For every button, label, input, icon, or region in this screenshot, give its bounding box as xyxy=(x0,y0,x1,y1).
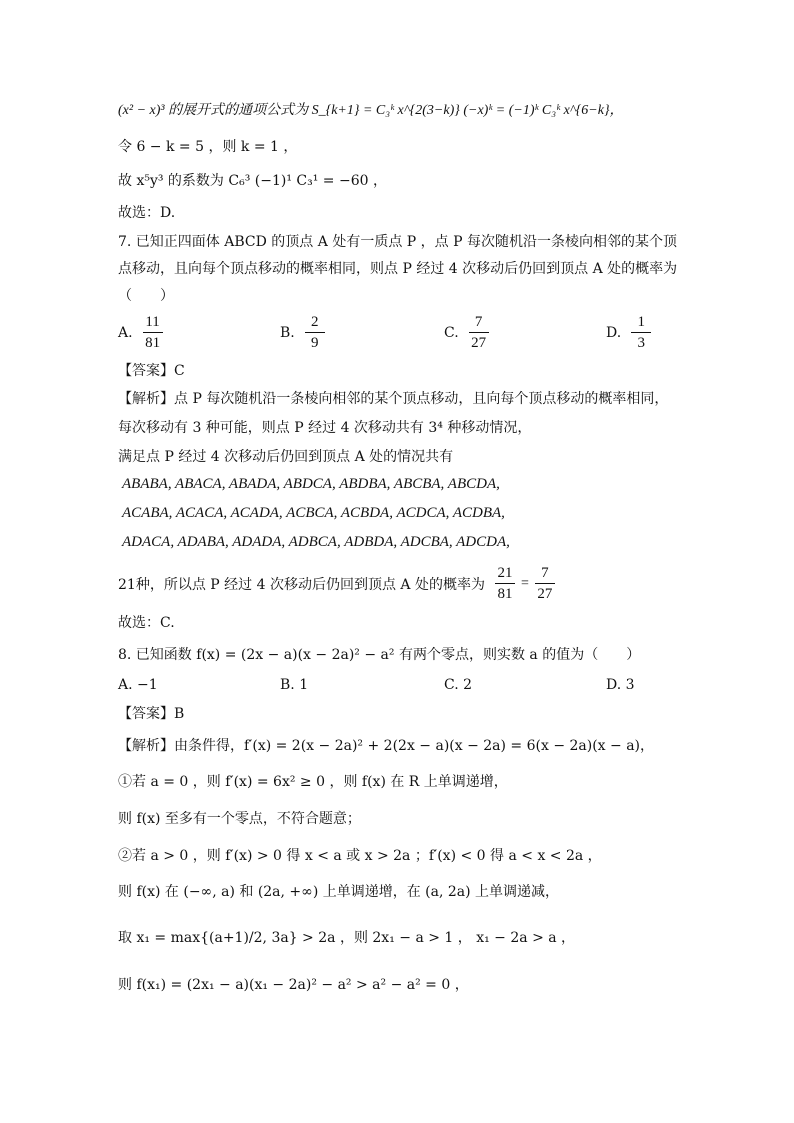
option-fraction: $\frac{2}{9}$ xyxy=(305,314,325,351)
q7-option-b xyxy=(280,314,325,351)
question-7-line2: 点移动，且向每个顶点移动的概率相同，则点 P 经过 4 次移动后仍回到顶点 A 处的概率为 xyxy=(118,261,678,277)
q7-option-d xyxy=(606,314,651,351)
option-label: B. xyxy=(280,324,295,341)
q8-option-c: C. 2 xyxy=(444,677,473,693)
path-list-3: ADACA, ADABA, ADADA, ADBCA, ADBDA, ADCBA, ADCDA, xyxy=(122,534,510,550)
explanation-7-line1: 【解析】点 P 每次随机沿一条棱向相邻的某个顶点移动，且向每个顶点移动的概率相同， xyxy=(118,391,669,407)
result-fraction-1: $\frac{21}{81}$ xyxy=(495,565,515,602)
explanation-7-line2: 每次移动有 3 种可能，则点 P 经过 4 次移动共有 3⁴ 种移动情况， xyxy=(118,420,532,436)
choice-c-line: 故选：C. xyxy=(118,615,175,631)
explanation-8-line4: ②若 a > 0 ，则 f′(x) > 0 得 x < a 或 x > 2a ；f′(x) < 0 得 a < x < 2a ， xyxy=(118,848,602,864)
explanation-8-line1: 【解析】由条件得，f′(x) = 2(x − 2a)² + 2(2x − a)(x − 2a) = 6(x − 2a)(x − a)， xyxy=(118,738,655,754)
option-fraction: $\frac{11}{81}$ xyxy=(143,314,163,351)
result-fraction-2: $\frac{7}{27}$ xyxy=(535,565,555,602)
explanation-8-line6: 取 x₁ = max{(a+1)/2, 3a} > 2a ，则 2x₁ − a > 1 ， x₁ − 2a > a ， xyxy=(118,930,576,946)
q7-option-c xyxy=(444,314,489,351)
explanation-8-line3: 则 f(x) 至多有一个零点，不符合题意； xyxy=(118,811,361,827)
path-list-2: ACABA, ACACA, ACADA, ACBCA, ACBDA, ACDCA, ACDBA, xyxy=(122,505,505,521)
option-label: D. xyxy=(606,324,622,341)
result-7-text: 21种，所以点 P 经过 4 次移动后仍回到顶点 A 处的概率为 xyxy=(118,576,485,593)
path-list-1: ABABA, ABACA, ABADA, ABDCA, ABDBA, ABCBA, ABCDA, xyxy=(122,476,500,492)
option-fraction: $\frac{1}{3}$ xyxy=(631,314,651,351)
option-fraction: $\frac{7}{27}$ xyxy=(469,314,489,351)
q8-option-d: D. 3 xyxy=(606,677,635,693)
answer-7: 【答案】C xyxy=(118,363,185,379)
coefficient-line: 故 x⁵y³ 的系数为 C₆³ (−1)¹ C₃¹ = −60 ， xyxy=(118,173,387,189)
option-label: A. xyxy=(118,324,133,341)
expansion-general-term: (x² − x)³ 的展开式的通项公式为 S_{k+1} = C₃ᵏ x^{2(3−k)} (−x)ᵏ = (−1)ᵏ C₃ᵏ x^{6−k}， xyxy=(118,103,624,118)
answer-8: 【答案】B xyxy=(118,706,185,722)
q8-option-a: A. −1 xyxy=(118,677,158,693)
result-7-line: 21种，所以点 P 经过 4 次移动后仍回到顶点 A 处的概率为 $\frac{21}{81}$ = $\frac{7}{27}$ xyxy=(118,565,555,602)
q8-option-b: B. 1 xyxy=(280,677,309,693)
k-solution-line: 令 6 − k = 5 ，则 k = 1 ， xyxy=(118,139,298,155)
question-7-line1: 7. 已知正四面体 ABCD 的顶点 A 处有一质点 P ，点 P 每次随机沿一条棱向相邻的某个顶 xyxy=(118,234,677,250)
explanation-8-line7: 则 f(x₁) = (2x₁ − a)(x₁ − 2a)² − a² > a² − a² = 0 ， xyxy=(118,977,469,993)
explanation-8-line5: 则 f(x) 在 (−∞, a) 和 (2a, +∞) 上单调递增，在 (a, 2a) 上单调递减， xyxy=(118,884,560,900)
choice-d-line: 故选：D. xyxy=(118,205,176,221)
option-label: C. xyxy=(444,324,459,341)
q7-option-a xyxy=(118,314,163,351)
explanation-8-line2: ①若 a = 0 ，则 f′(x) = 6x² ≥ 0 ，则 f(x) 在 R 上单调递增， xyxy=(118,774,508,790)
question-7-paren: （ ） xyxy=(118,288,174,304)
explanation-7-line3: 满足点 P 经过 4 次移动后仍回到顶点 A 处的情况共有 xyxy=(118,449,454,465)
question-8: 8. 已知函数 f(x) = (2x − a)(x − 2a)² − a² 有两个零点，则实数 a 的值为（ ） xyxy=(118,647,641,663)
